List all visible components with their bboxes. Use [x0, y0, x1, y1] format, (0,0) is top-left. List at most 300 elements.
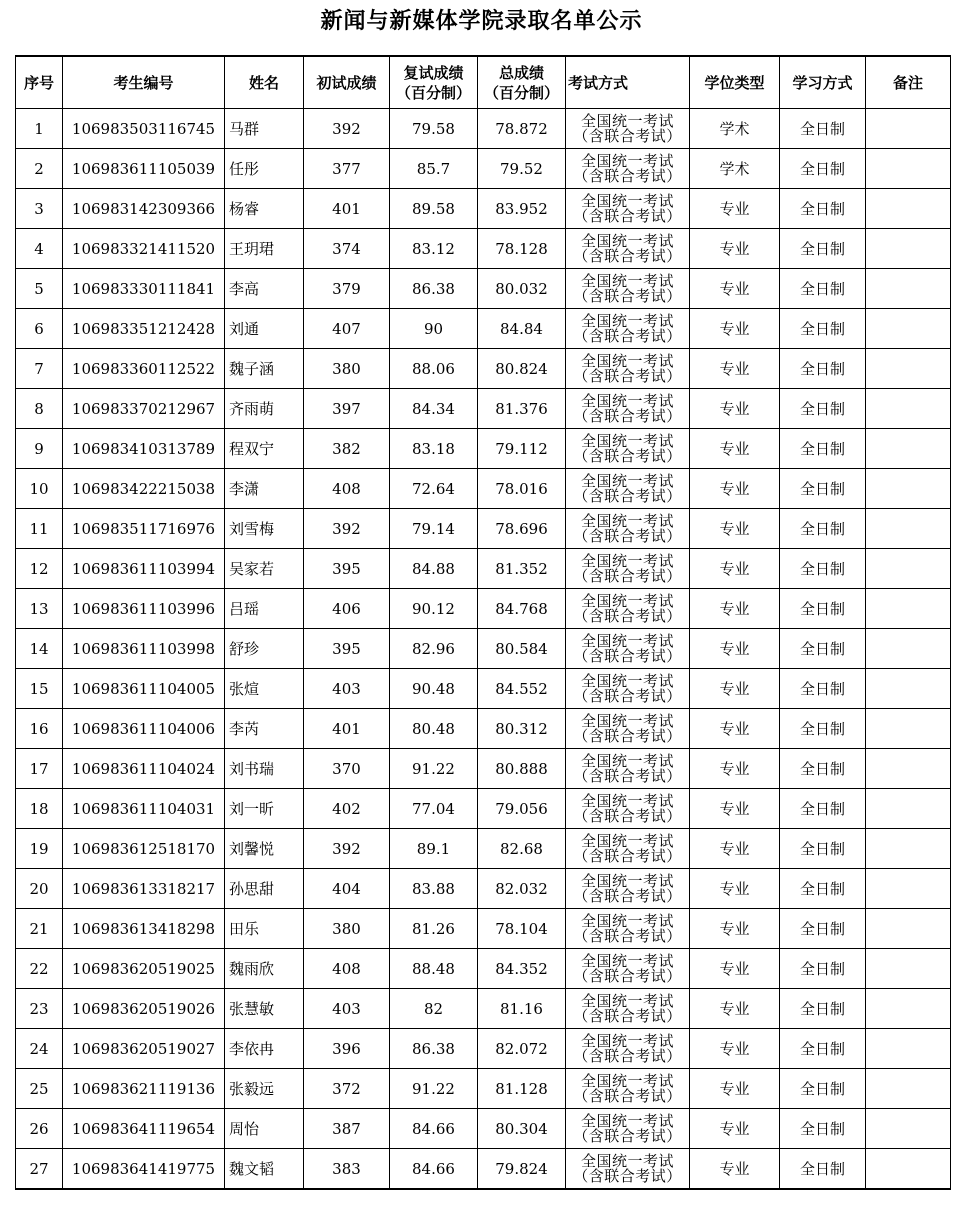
cell-total-score: 81.352: [478, 549, 566, 589]
cell-name: 刘雪梅: [225, 509, 304, 549]
cell-prelim-score: 374: [304, 229, 390, 269]
cell-remark: [866, 709, 951, 749]
cell-study-mode: 全日制: [780, 829, 866, 869]
table-row: [16, 749, 951, 789]
cell-study-mode: 全日制: [780, 429, 866, 469]
cell-remark: [866, 309, 951, 349]
cell-total-score: 80.888: [478, 749, 566, 789]
cell-total-score: 80.032: [478, 269, 566, 309]
cell-study-mode: 全日制: [780, 949, 866, 989]
cell-seq: 12: [16, 549, 63, 589]
cell-exam-mode: 全国统一考试（含联合考试）: [566, 869, 690, 909]
page-title: 新闻与新媒体学院录取名单公示: [320, 9, 643, 34]
cell-study-mode: 全日制: [780, 189, 866, 229]
cell-seq: 3: [16, 189, 63, 229]
cell-total-score: 83.952: [478, 189, 566, 229]
cell-name: 魏雨欣: [225, 949, 304, 989]
cell-name: 张煊: [225, 669, 304, 709]
header-degree-type: 学位类型: [690, 56, 780, 109]
cell-name: 李高: [225, 269, 304, 309]
cell-total-score: 84.768: [478, 589, 566, 629]
cell-study-mode: 全日制: [780, 549, 866, 589]
cell-study-mode: 全日制: [780, 149, 866, 189]
cell-name: 刘通: [225, 309, 304, 349]
cell-seq: 8: [16, 389, 63, 429]
cell-prelim-score: 408: [304, 949, 390, 989]
cell-retest-score: 91.22: [390, 1069, 478, 1109]
cell-study-mode: 全日制: [780, 1029, 866, 1069]
cell-total-score: 78.696: [478, 509, 566, 549]
cell-prelim-score: 404: [304, 869, 390, 909]
cell-remark: [866, 789, 951, 829]
cell-exam-mode: 全国统一考试（含联合考试）: [566, 109, 690, 149]
table-row: [16, 389, 951, 429]
cell-total-score: 84.84: [478, 309, 566, 349]
cell-total-score: 84.552: [478, 669, 566, 709]
cell-name: 舒珍: [225, 629, 304, 669]
cell-name: 周怡: [225, 1109, 304, 1149]
cell-exam-id: 106983410313789: [63, 429, 225, 469]
cell-study-mode: 全日制: [780, 909, 866, 949]
cell-degree-type: 专业: [690, 189, 780, 229]
cell-exam-mode: 全国统一考试（含联合考试）: [566, 389, 690, 429]
cell-exam-id: 106983611104005: [63, 669, 225, 709]
table-row: [16, 469, 951, 509]
cell-retest-score: 84.66: [390, 1109, 478, 1149]
cell-exam-mode: 全国统一考试（含联合考试）: [566, 709, 690, 749]
cell-prelim-score: 396: [304, 1029, 390, 1069]
table-row: [16, 309, 951, 349]
cell-study-mode: 全日制: [780, 229, 866, 269]
cell-retest-score: 90.12: [390, 589, 478, 629]
cell-degree-type: 专业: [690, 1029, 780, 1069]
cell-seq: 5: [16, 269, 63, 309]
cell-exam-mode: 全国统一考试（含联合考试）: [566, 909, 690, 949]
cell-retest-score: 89.58: [390, 189, 478, 229]
cell-prelim-score: 397: [304, 389, 390, 429]
table-row: [16, 1069, 951, 1109]
cell-prelim-score: 370: [304, 749, 390, 789]
cell-prelim-score: 377: [304, 149, 390, 189]
cell-total-score: 79.056: [478, 789, 566, 829]
cell-remark: [866, 949, 951, 989]
cell-study-mode: 全日制: [780, 589, 866, 629]
cell-exam-id: 106983422215038: [63, 469, 225, 509]
cell-exam-id: 106983321411520: [63, 229, 225, 269]
cell-exam-mode: 全国统一考试（含联合考试）: [566, 149, 690, 189]
header-total-line1: 总成绩: [498, 63, 544, 82]
cell-retest-score: 79.14: [390, 509, 478, 549]
cell-exam-mode: 全国统一考试（含联合考试）: [566, 509, 690, 549]
cell-seq: 14: [16, 629, 63, 669]
cell-retest-score: 90.48: [390, 669, 478, 709]
cell-degree-type: 专业: [690, 269, 780, 309]
header-retest-line1: 复试成绩: [403, 63, 464, 82]
cell-study-mode: 全日制: [780, 109, 866, 149]
cell-degree-type: 专业: [690, 749, 780, 789]
cell-remark: [866, 629, 951, 669]
header-retest-score: [390, 56, 478, 109]
cell-exam-mode: 全国统一考试（含联合考试）: [566, 429, 690, 469]
cell-exam-mode: 全国统一考试（含联合考试）: [566, 269, 690, 309]
cell-degree-type: 专业: [690, 629, 780, 669]
cell-exam-id: 106983611103994: [63, 549, 225, 589]
cell-total-score: 79.52: [478, 149, 566, 189]
cell-degree-type: 专业: [690, 1109, 780, 1149]
cell-retest-score: 82: [390, 989, 478, 1029]
cell-remark: [866, 389, 951, 429]
cell-exam-mode: 全国统一考试（含联合考试）: [566, 829, 690, 869]
cell-retest-score: 81.26: [390, 909, 478, 949]
cell-seq: 20: [16, 869, 63, 909]
cell-prelim-score: 407: [304, 309, 390, 349]
cell-name: 任彤: [225, 149, 304, 189]
cell-remark: [866, 469, 951, 509]
cell-retest-score: 83.88: [390, 869, 478, 909]
cell-exam-mode: 全国统一考试（含联合考试）: [566, 789, 690, 829]
cell-name: 刘一昕: [225, 789, 304, 829]
cell-study-mode: 全日制: [780, 309, 866, 349]
cell-seq: 25: [16, 1069, 63, 1109]
cell-study-mode: 全日制: [780, 869, 866, 909]
cell-exam-id: 106983620519027: [63, 1029, 225, 1069]
table-row: [16, 1149, 951, 1190]
cell-name: 李潇: [225, 469, 304, 509]
cell-retest-score: 79.58: [390, 109, 478, 149]
cell-exam-id: 106983620519025: [63, 949, 225, 989]
cell-exam-id: 106983611104006: [63, 709, 225, 749]
table-row: [16, 829, 951, 869]
cell-retest-score: 86.38: [390, 1029, 478, 1069]
cell-name: 杨睿: [225, 189, 304, 229]
cell-remark: [866, 549, 951, 589]
cell-name: 张毅远: [225, 1069, 304, 1109]
cell-retest-score: 89.1: [390, 829, 478, 869]
cell-study-mode: 全日制: [780, 749, 866, 789]
cell-degree-type: 专业: [690, 869, 780, 909]
cell-seq: 4: [16, 229, 63, 269]
cell-degree-type: 专业: [690, 429, 780, 469]
cell-prelim-score: 402: [304, 789, 390, 829]
cell-retest-score: 77.04: [390, 789, 478, 829]
cell-retest-score: 72.64: [390, 469, 478, 509]
table-row: [16, 629, 951, 669]
cell-retest-score: 80.48: [390, 709, 478, 749]
cell-total-score: 81.128: [478, 1069, 566, 1109]
cell-remark: [866, 669, 951, 709]
cell-name: 程双宁: [225, 429, 304, 469]
cell-total-score: 84.352: [478, 949, 566, 989]
cell-prelim-score: 395: [304, 629, 390, 669]
cell-retest-score: 85.7: [390, 149, 478, 189]
cell-seq: 23: [16, 989, 63, 1029]
table-row: [16, 189, 951, 229]
cell-name: 刘书瑞: [225, 749, 304, 789]
cell-total-score: 82.072: [478, 1029, 566, 1069]
header-total-score: [478, 56, 566, 109]
cell-exam-id: 106983511716976: [63, 509, 225, 549]
cell-exam-mode: 全国统一考试（含联合考试）: [566, 589, 690, 629]
cell-remark: [866, 1149, 951, 1190]
cell-seq: 6: [16, 309, 63, 349]
table-row: [16, 429, 951, 469]
cell-retest-score: 88.06: [390, 349, 478, 389]
header-name: 姓名: [225, 56, 304, 109]
cell-remark: [866, 909, 951, 949]
cell-name: 李依冉: [225, 1029, 304, 1069]
cell-name: 田乐: [225, 909, 304, 949]
cell-remark: [866, 109, 951, 149]
table-row: [16, 1029, 951, 1069]
cell-study-mode: 全日制: [780, 1069, 866, 1109]
cell-exam-mode: 全国统一考试（含联合考试）: [566, 989, 690, 1029]
header-total-line2: （百分制）: [483, 83, 559, 102]
cell-exam-id: 106983621119136: [63, 1069, 225, 1109]
cell-name: 李芮: [225, 709, 304, 749]
cell-prelim-score: 403: [304, 669, 390, 709]
cell-seq: 16: [16, 709, 63, 749]
cell-total-score: 81.16: [478, 989, 566, 1029]
table-row: [16, 269, 951, 309]
cell-prelim-score: 380: [304, 909, 390, 949]
cell-remark: [866, 269, 951, 309]
cell-study-mode: 全日制: [780, 469, 866, 509]
header-study-mode: 学习方式: [780, 56, 866, 109]
cell-seq: 22: [16, 949, 63, 989]
cell-prelim-score: 392: [304, 109, 390, 149]
cell-exam-mode: 全国统一考试（含联合考试）: [566, 1149, 690, 1190]
cell-remark: [866, 229, 951, 269]
cell-retest-score: 90: [390, 309, 478, 349]
table-row: [16, 869, 951, 909]
cell-prelim-score: 401: [304, 709, 390, 749]
cell-retest-score: 83.18: [390, 429, 478, 469]
cell-total-score: 80.584: [478, 629, 566, 669]
table-row: [16, 949, 951, 989]
cell-degree-type: 专业: [690, 469, 780, 509]
cell-name: 刘馨悦: [225, 829, 304, 869]
cell-remark: [866, 589, 951, 629]
cell-exam-id: 106983611105039: [63, 149, 225, 189]
cell-prelim-score: 380: [304, 349, 390, 389]
cell-total-score: 80.824: [478, 349, 566, 389]
table-row: [16, 509, 951, 549]
cell-name: 马群: [225, 109, 304, 149]
cell-exam-mode: 全国统一考试（含联合考试）: [566, 1029, 690, 1069]
table-row: [16, 909, 951, 949]
cell-degree-type: 专业: [690, 989, 780, 1029]
cell-remark: [866, 1109, 951, 1149]
admission-table: [15, 55, 951, 1190]
cell-study-mode: 全日制: [780, 1109, 866, 1149]
cell-exam-mode: 全国统一考试（含联合考试）: [566, 749, 690, 789]
cell-degree-type: 学术: [690, 109, 780, 149]
cell-exam-id: 106983613318217: [63, 869, 225, 909]
cell-degree-type: 专业: [690, 509, 780, 549]
table-row: [16, 229, 951, 269]
cell-exam-id: 106983641419775: [63, 1149, 225, 1190]
header-prelim-score: 初试成绩: [304, 56, 390, 109]
cell-exam-mode: 全国统一考试（含联合考试）: [566, 349, 690, 389]
cell-total-score: 79.824: [478, 1149, 566, 1190]
cell-seq: 21: [16, 909, 63, 949]
cell-degree-type: 专业: [690, 949, 780, 989]
cell-exam-mode: 全国统一考试（含联合考试）: [566, 549, 690, 589]
cell-remark: [866, 1069, 951, 1109]
cell-exam-mode: 全国统一考试（含联合考试）: [566, 309, 690, 349]
cell-remark: [866, 149, 951, 189]
cell-exam-mode: 全国统一考试（含联合考试）: [566, 669, 690, 709]
cell-prelim-score: 372: [304, 1069, 390, 1109]
cell-study-mode: 全日制: [780, 349, 866, 389]
cell-seq: 10: [16, 469, 63, 509]
cell-retest-score: 82.96: [390, 629, 478, 669]
cell-retest-score: 84.66: [390, 1149, 478, 1190]
cell-total-score: 82.032: [478, 869, 566, 909]
cell-degree-type: 专业: [690, 709, 780, 749]
cell-seq: 11: [16, 509, 63, 549]
cell-seq: 26: [16, 1109, 63, 1149]
cell-exam-id: 106983611103996: [63, 589, 225, 629]
cell-degree-type: 专业: [690, 909, 780, 949]
cell-retest-score: 84.88: [390, 549, 478, 589]
table-row: [16, 349, 951, 389]
cell-name: 吴家若: [225, 549, 304, 589]
cell-name: 魏文韬: [225, 1149, 304, 1190]
cell-prelim-score: 406: [304, 589, 390, 629]
table-row: [16, 149, 951, 189]
cell-total-score: 78.016: [478, 469, 566, 509]
cell-retest-score: 91.22: [390, 749, 478, 789]
cell-degree-type: 专业: [690, 1149, 780, 1190]
cell-name: 齐雨萌: [225, 389, 304, 429]
cell-retest-score: 88.48: [390, 949, 478, 989]
cell-exam-mode: 全国统一考试（含联合考试）: [566, 1069, 690, 1109]
cell-seq: 19: [16, 829, 63, 869]
cell-name: 吕瑶: [225, 589, 304, 629]
cell-remark: [866, 749, 951, 789]
cell-total-score: 80.312: [478, 709, 566, 749]
cell-prelim-score: 379: [304, 269, 390, 309]
cell-exam-mode: 全国统一考试（含联合考试）: [566, 189, 690, 229]
cell-degree-type: 专业: [690, 229, 780, 269]
cell-remark: [866, 189, 951, 229]
cell-degree-type: 学术: [690, 149, 780, 189]
cell-exam-mode: 全国统一考试（含联合考试）: [566, 1109, 690, 1149]
cell-study-mode: 全日制: [780, 709, 866, 749]
cell-total-score: 78.872: [478, 109, 566, 149]
cell-name: 孙思甜: [225, 869, 304, 909]
cell-seq: 18: [16, 789, 63, 829]
cell-total-score: 78.104: [478, 909, 566, 949]
cell-study-mode: 全日制: [780, 989, 866, 1029]
cell-retest-score: 86.38: [390, 269, 478, 309]
cell-degree-type: 专业: [690, 389, 780, 429]
cell-study-mode: 全日制: [780, 1149, 866, 1190]
cell-study-mode: 全日制: [780, 629, 866, 669]
cell-seq: 9: [16, 429, 63, 469]
cell-name: 魏子涵: [225, 349, 304, 389]
cell-retest-score: 84.34: [390, 389, 478, 429]
cell-exam-id: 106983360112522: [63, 349, 225, 389]
table-row: [16, 589, 951, 629]
cell-seq: 15: [16, 669, 63, 709]
cell-exam-mode: 全国统一考试（含联合考试）: [566, 469, 690, 509]
cell-study-mode: 全日制: [780, 269, 866, 309]
table-header-row: [16, 56, 951, 109]
table-row: [16, 1109, 951, 1149]
cell-exam-id: 106983142309366: [63, 189, 225, 229]
cell-seq: 2: [16, 149, 63, 189]
cell-remark: [866, 429, 951, 469]
cell-total-score: 80.304: [478, 1109, 566, 1149]
cell-total-score: 78.128: [478, 229, 566, 269]
cell-degree-type: 专业: [690, 589, 780, 629]
cell-degree-type: 专业: [690, 1069, 780, 1109]
cell-study-mode: 全日制: [780, 789, 866, 829]
cell-remark: [866, 1029, 951, 1069]
cell-exam-id: 106983611104031: [63, 789, 225, 829]
cell-exam-id: 106983613418298: [63, 909, 225, 949]
cell-study-mode: 全日制: [780, 389, 866, 429]
cell-exam-id: 106983503116745: [63, 109, 225, 149]
table-row: [16, 109, 951, 149]
cell-prelim-score: 403: [304, 989, 390, 1029]
table-body: [16, 109, 951, 1190]
cell-seq: 1: [16, 109, 63, 149]
cell-exam-mode: 全国统一考试（含联合考试）: [566, 629, 690, 669]
header-remark: 备注: [866, 56, 951, 109]
cell-total-score: 81.376: [478, 389, 566, 429]
cell-prelim-score: 395: [304, 549, 390, 589]
cell-prelim-score: 392: [304, 509, 390, 549]
cell-name: 王玥珺: [225, 229, 304, 269]
cell-prelim-score: 383: [304, 1149, 390, 1190]
cell-study-mode: 全日制: [780, 669, 866, 709]
cell-exam-mode: 全国统一考试（含联合考试）: [566, 949, 690, 989]
cell-seq: 17: [16, 749, 63, 789]
cell-study-mode: 全日制: [780, 509, 866, 549]
cell-remark: [866, 509, 951, 549]
cell-degree-type: 专业: [690, 349, 780, 389]
cell-remark: [866, 989, 951, 1029]
cell-remark: [866, 829, 951, 869]
cell-prelim-score: 401: [304, 189, 390, 229]
header-exam-id: 考生编号: [63, 56, 225, 109]
cell-exam-id: 106983370212967: [63, 389, 225, 429]
table-row: [16, 709, 951, 749]
cell-remark: [866, 869, 951, 909]
cell-degree-type: 专业: [690, 829, 780, 869]
cell-exam-mode: 全国统一考试（含联合考试）: [566, 229, 690, 269]
cell-total-score: 82.68: [478, 829, 566, 869]
cell-prelim-score: 382: [304, 429, 390, 469]
cell-prelim-score: 392: [304, 829, 390, 869]
cell-seq: 7: [16, 349, 63, 389]
cell-prelim-score: 387: [304, 1109, 390, 1149]
cell-exam-id: 106983612518170: [63, 829, 225, 869]
cell-name: 张慧敏: [225, 989, 304, 1029]
header-seq: 序号: [16, 56, 63, 109]
cell-degree-type: 专业: [690, 549, 780, 589]
cell-exam-id: 106983330111841: [63, 269, 225, 309]
cell-remark: [866, 349, 951, 389]
cell-exam-id: 106983620519026: [63, 989, 225, 1029]
table-row: [16, 989, 951, 1029]
cell-prelim-score: 408: [304, 469, 390, 509]
cell-seq: 24: [16, 1029, 63, 1069]
table-row: [16, 549, 951, 589]
